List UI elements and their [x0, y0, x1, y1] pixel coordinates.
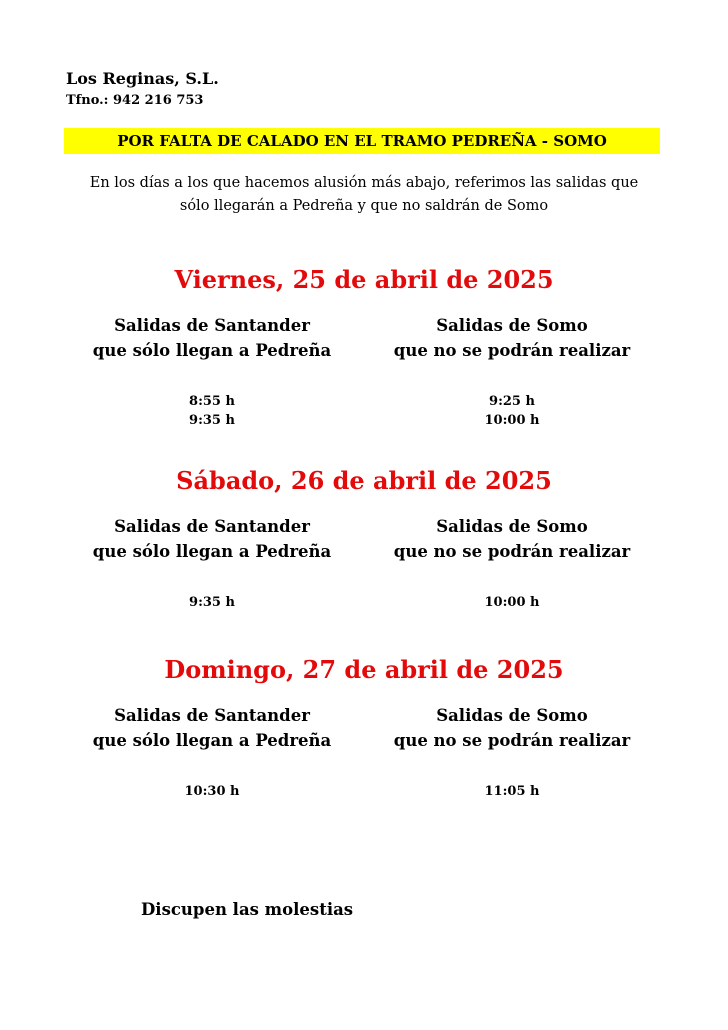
- somo-heading-1: Salidas de Somo: [436, 316, 588, 335]
- somo-heading-2: que no se podrán realizar: [393, 542, 631, 561]
- santander-column: [62, 313, 362, 430]
- santander-times: [62, 782, 362, 801]
- somo-column: [362, 703, 662, 801]
- somo-heading-1: Salidas de Somo: [436, 706, 588, 725]
- santander-heading-1: Salidas de Santander: [114, 517, 310, 536]
- notice-text: [40, 172, 688, 218]
- somo-times: [362, 392, 662, 430]
- notice-banner: POR FALTA DE CALADO EN EL TRAMO PEDREÑA - SOMO: [64, 128, 660, 154]
- day-section-sunday: [0, 655, 728, 845]
- phone-number: Tfno.: 942 216 753: [66, 93, 204, 108]
- santander-heading-1: Salidas de Santander: [114, 706, 310, 725]
- somo-times: [362, 593, 662, 612]
- day-title: Sábado, 26 de abril de 2025: [176, 466, 552, 495]
- somo-heading-2: que no se podrán realizar: [393, 341, 631, 360]
- day-section-saturday: [0, 466, 728, 656]
- somo-heading-1: Salidas de Somo: [436, 517, 588, 536]
- somo-column: [362, 514, 662, 612]
- day-section-friday: [0, 265, 728, 455]
- departure-time: 10:00 h: [484, 595, 540, 610]
- day-title: Viernes, 25 de abril de 2025: [174, 265, 554, 294]
- santander-times: [62, 392, 362, 430]
- departure-time: 11:05 h: [484, 784, 540, 799]
- somo-heading-2: que no se podrán realizar: [393, 731, 631, 750]
- company-name: Los Reginas, S.L.: [66, 69, 219, 88]
- notice-line-1: En los días a los que hacemos alusión más abajo, referimos las salidas que: [89, 175, 639, 191]
- day-title: Domingo, 27 de abril de 2025: [164, 655, 564, 684]
- departure-time: 9:35 h: [189, 595, 235, 610]
- departure-time: 9:35 h: [189, 413, 235, 428]
- departure-time: 9:25 h: [489, 394, 535, 409]
- notice-line-2: sólo llegarán a Pedreña y que no saldrán de Somo: [179, 198, 549, 214]
- santander-column: [62, 703, 362, 801]
- santander-heading-2: que sólo llegan a Pedreña: [92, 731, 332, 750]
- santander-heading-2: que sólo llegan a Pedreña: [92, 542, 332, 561]
- departure-time: 10:00 h: [484, 413, 540, 428]
- santander-heading-1: Salidas de Santander: [114, 316, 310, 335]
- apology-footer: Discupen las molestias: [141, 900, 354, 919]
- santander-times: [62, 593, 362, 612]
- santander-column: [62, 514, 362, 612]
- santander-heading-2: que sólo llegan a Pedreña: [92, 341, 332, 360]
- departure-time: 8:55 h: [189, 394, 235, 409]
- somo-column: [362, 313, 662, 430]
- somo-times: [362, 782, 662, 801]
- departure-time: 10:30 h: [184, 784, 240, 799]
